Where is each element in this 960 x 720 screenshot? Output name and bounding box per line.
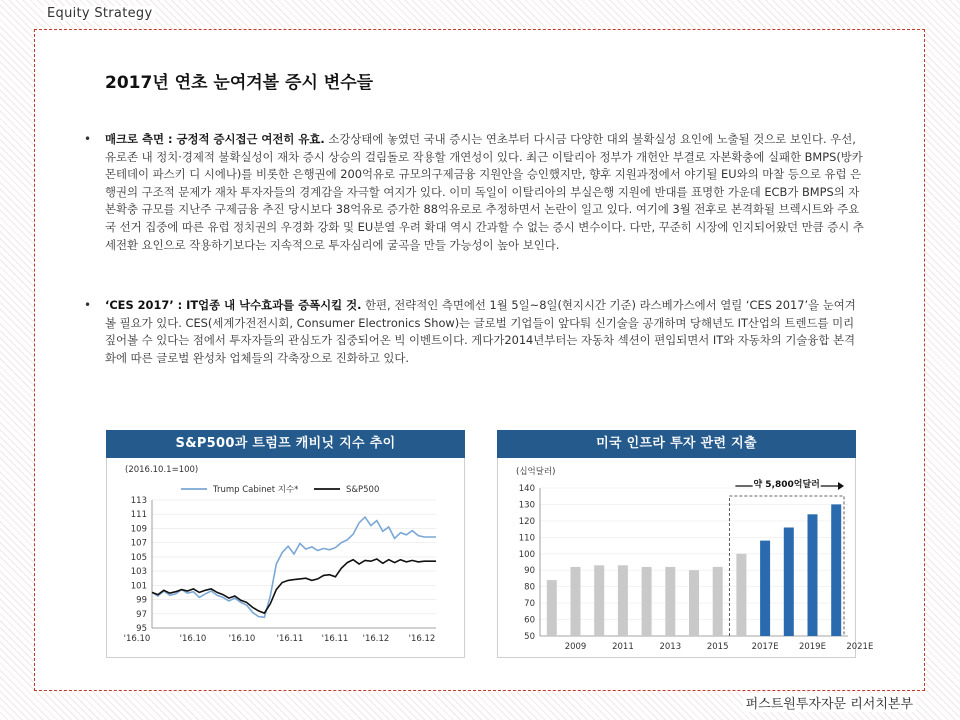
y-tick-label: 111 [130,510,147,521]
bullet-text: 소강상태에 놓였던 국내 증시는 연초부터 다시금 다양한 대외 불확실성 요인에 노출될 것으로 보인다. 우선, 유로존 내 정치·경제적 불확실성이 재차 증시 상승의 걸림돌로 작용할 개연성이 있다. 최근 이탈리아 정부가 개헌안 부결로 자본확충에 실패한 BMPS(방카 몬테데이 파스키 디 시에나)를 비롯한 은행권에 200억유로 규모의구제금융 지원안을 승인했지만, 향후 지원과정에서 야기될 EU와의 마찰 등으로 유럽 은행권의 구조적 문제가 재차 투자자들의 경계감을 자극할 여지가 있다. 이미 독일이 이탈리아의 부실은행 지원에 반대를 표명한 가운데 ECB가 BMPS의 자본확충 규모를 지난주 구제금융 추진 당시보다 38억유로 증가한 88억유로로 추정하면서 논란이 일고 있다. 여기에 3월 전후로 본격화될 브렉시트와 주요국 선거 집중에 따른 유럽 정치권의 우경화 강화 및 EU분열 우려 확대 역시 간과할 수 없는 증시 변수이다. 다만, 꾸준히 시장에 인지되어왔던 만큼 증시 추세전환 요인으로 작용하기보다는 지속적으로 투자심리에 굴곡을 만들 가능성이 높아 보인다. [105,132,864,252]
x-tick-label: '16.10 [179,634,207,644]
bar [618,565,628,636]
bar [571,567,581,636]
y-tick-label: 130 [518,500,535,511]
header-label: Equity Strategy [44,6,155,21]
legend-label: S&P500 [346,485,380,495]
bar [736,554,746,636]
line-chart-body [106,458,465,658]
x-tick-label: '16.11 [321,634,349,644]
x-tick-label: '16.12 [362,634,390,644]
bar [594,565,604,636]
bar [642,567,652,636]
annotation-label: 약 5,800억달러 [753,480,820,490]
y-tick-label: 105 [130,552,147,563]
y-tick-label: 109 [130,524,147,535]
chart-title: 미국 인프라 투자 관련 지출 [497,430,856,458]
bar [547,580,557,636]
chart-title: S&P500과 트럼프 캐비닛 지수 추이 [106,430,465,458]
bar-chart-panel [497,430,874,658]
y-tick-label: 140 [518,484,535,494]
line-chart-panel [106,430,465,658]
x-tick-label: 2015 [706,642,729,652]
bar [784,528,794,637]
footer-label: 퍼스트원투자자문 리서치본부 [743,693,916,712]
series-line [152,517,436,617]
bar [665,567,675,636]
chart-note: (2016.10.1=100) [125,465,199,475]
y-tick-label: 120 [518,516,535,527]
bar [831,504,841,636]
y-axis-unit: (십억달러) [516,467,556,477]
bar [689,570,699,636]
y-tick-label: 99 [136,595,147,606]
bullet-text: 한편, 전략적인 측면에선 1월 5일~8일(현지시간 기준) 라스베가스에서 열릴 ‘CES 2017’을 눈여겨볼 필요가 있다. CES(세계가전전시회, Consumer Electronics Show)는 글로벌 기업들이 앞다퉈 신기술을 공개하며 당해년도 IT산업의 트렌드를 미리 짚어볼 수 있다는 점에서 투자자들의 관심도가 집중되어온 빅 이벤트이다. 게다가2014년부터는 자동차 섹션이 편입되면서 IT와 자동차의 기술융합 본격화에 따른 글로벌 완성차 업체들의 각축장으로 진화하고 있다. [105,298,856,365]
x-tick-label: 2011 [612,642,634,652]
bar-chart-body [497,458,874,658]
bar [760,541,770,636]
x-tick-label: 2013 [659,642,682,652]
y-tick-label: 50 [524,632,535,642]
y-tick-label: 70 [524,599,535,610]
bullet-dot-icon: • [84,298,92,312]
x-tick-label: '16.12 [408,634,436,644]
line-chart-svg [107,458,466,658]
y-tick-label: 100 [518,549,535,560]
y-tick-label: 110 [518,533,535,544]
x-tick-label: 2021E [846,642,874,652]
x-tick-label: '16.10 [123,634,151,644]
page-title: 2017년 연초 눈여겨볼 증시 변수들 [105,73,374,93]
legend-label: Trump Cabinet 지수* [213,485,299,495]
y-tick-label: 103 [130,567,147,578]
x-tick-label: 2009 [564,642,587,652]
y-tick-label: 101 [130,581,147,592]
bullet-lead: 매크로 측면 : 긍정적 증시접근 여전히 유효. [105,132,325,146]
x-tick-label: 2017E [751,642,779,652]
bullet-lead: ‘CES 2017’ : IT업종 내 낙수효과를 증폭시킬 것. [105,298,362,312]
bar-chart-svg [498,458,874,658]
y-tick-label: 107 [130,538,147,549]
y-tick-label: 95 [136,624,147,634]
y-tick-label: 90 [524,566,535,577]
x-tick-label: '16.11 [276,634,304,644]
x-tick-label: '16.10 [228,634,256,644]
bullet-item [84,297,865,367]
bullet-item [84,131,865,254]
x-tick-label: 2019E [798,642,826,652]
y-tick-label: 80 [524,582,535,593]
y-tick-label: 60 [524,615,535,626]
series-line [152,559,436,613]
y-tick-label: 97 [136,609,147,620]
y-tick-label: 113 [130,496,147,506]
bar [808,514,818,636]
content-frame [34,29,925,691]
bullet-dot-icon: • [84,132,92,146]
bar [713,567,723,636]
annotation-arrow-head-icon [838,482,844,490]
